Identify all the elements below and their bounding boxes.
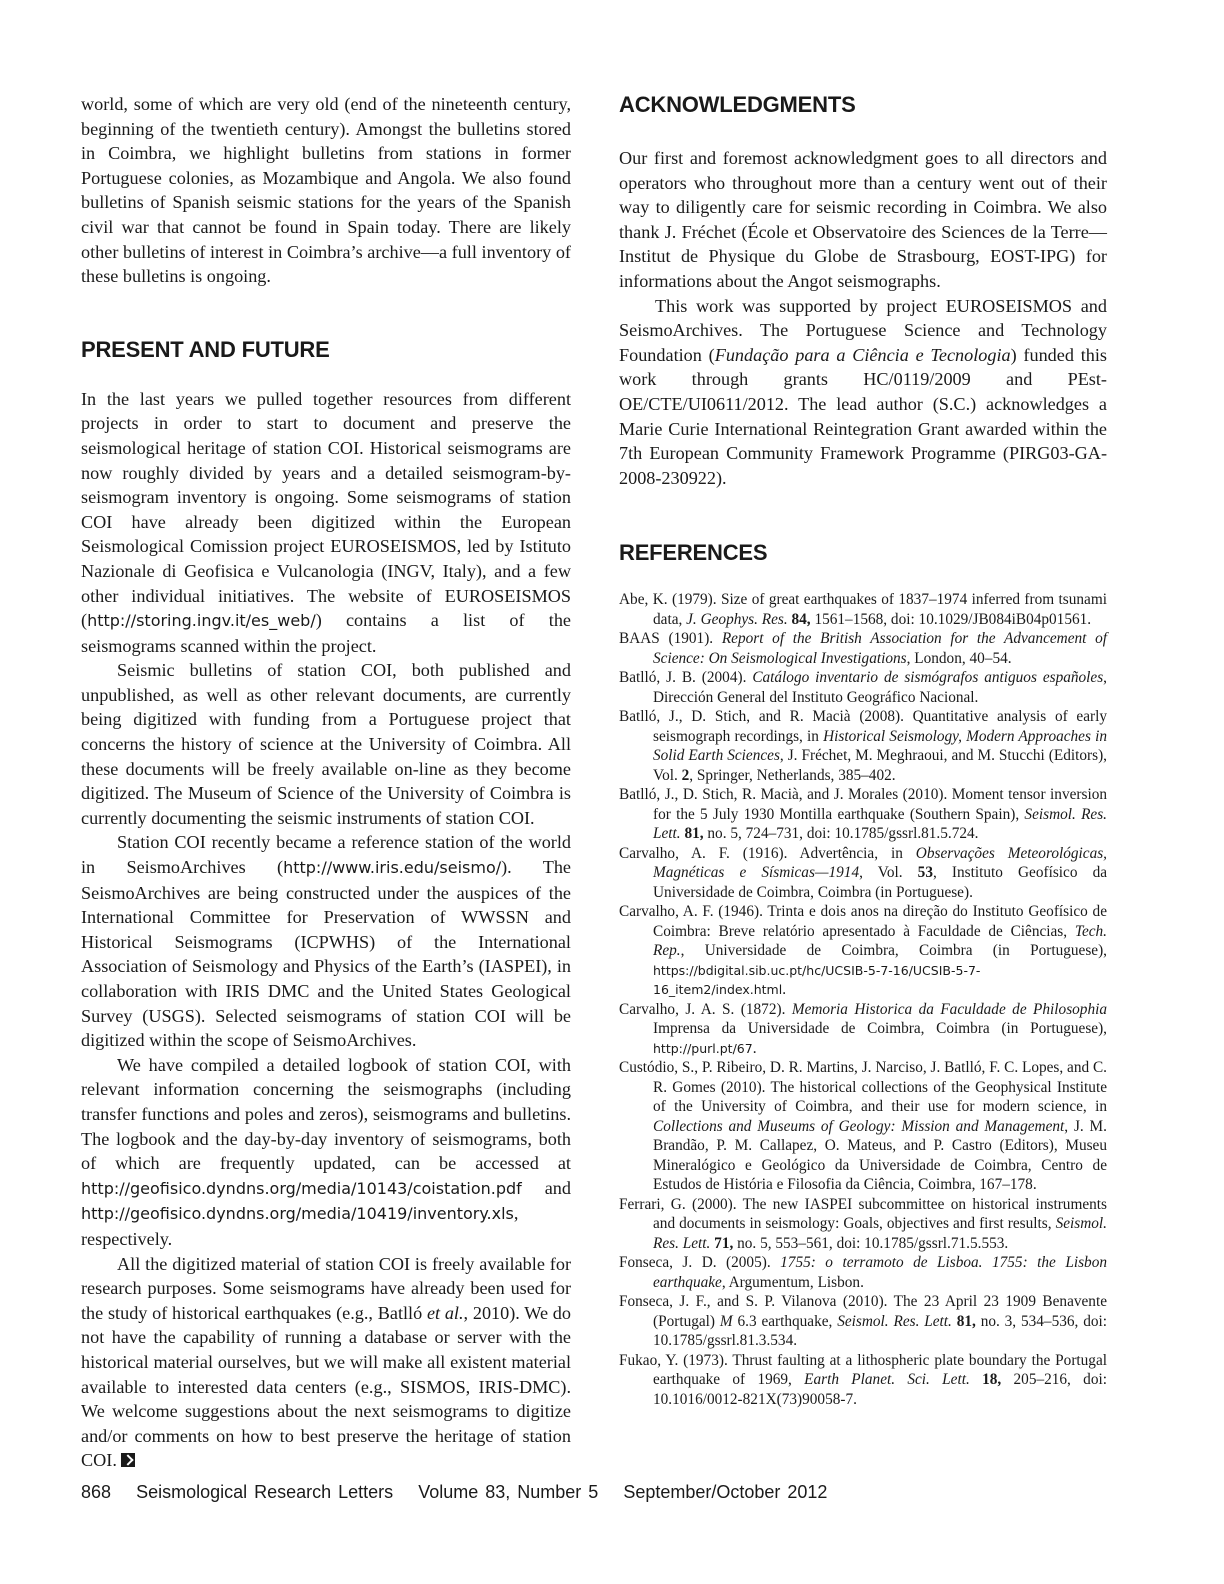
text: Seismol. Res. Lett.	[653, 805, 1107, 843]
text: Abe, K. (1979). Size of great earthquakes of 1837–1974 inferred from tsunami data,	[619, 591, 1107, 628]
text: no. 5, 724–731, doi: 10.1785/gssrl.81.5.724.	[703, 825, 979, 843]
text: 2	[681, 766, 690, 784]
section-heading-references: REFERENCES	[619, 540, 768, 566]
paragraph-present-3	[81, 830, 571, 1052]
volume-issue: Volume 83, Number 5	[418, 1482, 599, 1502]
text: , London, 40–54.	[906, 649, 1012, 667]
reference-item	[619, 1058, 1107, 1195]
text: , Springer, Netherlands, 385–402.	[689, 766, 896, 784]
text: no. 3, 534–536, doi: 10.1785/gssrl.81.3.534.	[653, 1312, 1107, 1350]
seismoarchives-link[interactable]: http://www.iris.edu/seismo/	[283, 858, 502, 878]
text: 81,	[680, 825, 704, 843]
text: Historical Seismology, Modern Approaches in Solid Earth Sciences	[653, 727, 1107, 765]
journal-name: Seismological Research Letters	[136, 1482, 394, 1502]
text: ) funded this work through grants HC/0119/2009 and PEst-OE/CTE/UI0611/2012. The lead author (S.C.) acknowledges a Marie Curie International Reintegration Grant awarded within the 7th European Community Framework Programme (PIRG03-GA-2008-230922).	[619, 344, 1107, 488]
text: In the last years we pulled together resources from different projects in order to start to document and preserve the seismological heritage of station COI. Historical seismograms are now roughly divided by years and a detailed seismogram-by-seismogram inventory is ongoing. Some seismograms of station COI have already been digitized within the European Seismological Comission project EUROSEISMOS, led by Istituto Nazionale di Geofisica e Vulcanologia (INGV, Italy), and a few other individual initiatives. The website of EUROSEISMOS (	[81, 388, 571, 631]
text: 53	[917, 864, 933, 882]
text: Imprensa da Universidade de Coimbra, Coimbra (in Portuguese),	[653, 1020, 1107, 1038]
text: Report of the British Association for the Advancement of Science: On Seismological Investigations	[653, 630, 1107, 667]
page-number: 868	[81, 1482, 112, 1502]
reference-item	[619, 1253, 1107, 1292]
text: , Vol.	[859, 864, 918, 882]
reference-item	[619, 844, 1107, 903]
text: ). The SeismoArchives are being constructed under the auspices of the International Committee for Preservation of WWSSN and Historical Seismograms (ICPWHS) of the International Association of Seismology and Physics of the Earth’s (IASPEI), in collaboration with IRIS DMC and the United States Geological Survey (USGS). Selected seismograms of station COI will be digitized within the scope of SeismoArchives.	[81, 857, 571, 1051]
paragraph-bulletins: world, some of which are very old (end of the nineteenth century, beginning of the twentieth century). Amongst the bulletins stored in Coimbra, we highlight bulletins from stations in former Portuguese colonies, as Mozambique and Angola. We also found bulletins of Spanish seismic stations for the years of the Spanish civil war that cannot be found in Spain today. There are likely other bulletins of interest in Coimbra’s archive—a full inventory of these bulletins is ongoing.	[81, 94, 571, 287]
coistation-pdf-link[interactable]: http://geofisico.dyndns.org/media/10143/coistation.pdf	[81, 1178, 522, 1198]
paragraph-present-1	[81, 387, 571, 659]
text: Tech. Rep.	[653, 922, 1107, 960]
text: J. Geophys. Res.	[686, 610, 788, 628]
text: We have compiled a detailed logbook of station COI, with relevant information concerning the seismographs (including transfer functions and poles and zeros), seismograms and bulletins. The logbook and the day-by-day inventory of seismograms, both of which are frequently updated, can be accessed at	[81, 1054, 571, 1174]
reference-item	[619, 668, 1107, 707]
text: Custódio, S., P. Ribeiro, D. R. Martins, J. Narciso, J. Batlló, F. C. Lopes, and C. R. Gomes (2010). The historical collections of the Geophysical Institute of the University of Coimbra, and their use for modern science, in	[619, 1059, 1107, 1116]
left-column	[81, 92, 571, 1473]
text: Earth Planet. Sci. Lett.	[804, 1371, 970, 1389]
text: .	[752, 1039, 757, 1057]
text: Seismol. Res. Lett.	[837, 1312, 952, 1330]
euroseismos-link[interactable]: http://storing.ingv.it/es_web/	[87, 611, 316, 631]
text: , respectively.	[81, 1203, 519, 1249]
section-heading-present-future: PRESENT AND FUTURE	[81, 336, 330, 362]
text: Fundação para a Ciência e Tecnologia	[714, 344, 1011, 365]
text: Batlló, J. B. (2004).	[619, 669, 753, 687]
text: Ferrari, G. (2000). The new IASPEI subcommittee on historical instruments and documents in seismology: Goals, objectives and first results,	[619, 1195, 1107, 1233]
text: This work was supported by project EUROSEISMOS and SeismoArchives. The Portuguese Science and Technology Foundation (	[619, 295, 1107, 365]
text: 18,	[969, 1371, 1002, 1389]
text: , Argumentum, Lisbon.	[721, 1273, 864, 1291]
text: Fonseca, J. F., and S. P. Vilanova (2010). The 23 April 23 1909 Benavente (Portugal)	[619, 1293, 1107, 1330]
text: 6.3 earthquake,	[732, 1312, 838, 1330]
reference-item	[619, 1292, 1107, 1351]
text: Observações Meteorológicas, Magnéticas e Sísmicas—1914	[653, 844, 1107, 882]
reference-item	[619, 1000, 1107, 1059]
purl-link[interactable]: http://purl.pt/67	[653, 1040, 753, 1056]
bdigital-link[interactable]: https://bdigital.sib.uc.pt/hc/UCSIB-5-7-16/UCSIB-5-7-16_item2/index.html	[653, 962, 981, 998]
text: 1755: o terramoto de Lisboa. 1755: the Lisbon earthquake	[653, 1254, 1107, 1291]
text: Catálogo inventario de sismógrafos antiguos españoles	[752, 669, 1104, 687]
paragraph-present-2: Seismic bulletins of station COI, both published and unpublished, as well as other relevant documents, are currently being digitized with funding from a Portuguese project that concerns the history of science at the University of Coimbra. All these documents will be freely available on-line as they become digitized. The Museum of Science of the University of Coimbra is currently documenting the seismic instruments of station COI.	[81, 660, 571, 828]
text: , J. Fréchet, M. Meghraoui, and M. Stucchi (Editors), Vol.	[653, 747, 1107, 784]
issue-date: September/October 2012	[623, 1482, 828, 1502]
section-heading-acknowledgments: ACKNOWLEDGMENTS	[619, 92, 856, 117]
text: .	[782, 981, 787, 999]
reference-item	[619, 629, 1107, 668]
reference-item	[619, 902, 1107, 1000]
reference-item	[619, 590, 1107, 629]
inventory-xls-link[interactable]: http://geofisico.dyndns.org/media/10419/inventory.xls	[81, 1204, 514, 1224]
text: 71,	[710, 1234, 734, 1252]
text: Batlló, J., D. Stich, R. Macià, and J. Morales (2010). Moment tensor inversion for the 5 July 1930 Montilla earthquake (Southern Spain),	[619, 786, 1107, 823]
text: Carvalho, A. F. (1946). Trinta e dois anos na direção do Instituto Geofísico de Coimbra: Breve relatório apresentado à Faculdade de Ciências,	[619, 903, 1107, 940]
text: Carvalho, J. A. S. (1872).	[619, 1000, 792, 1018]
right-column	[619, 92, 1107, 1409]
text: , J. M. Brandão, P. M. Callapez, O. Mateus, and P. Castro (Editors), Museu Mineralógico e Geológico da Universidade de Coimbra, Centro de Estudos de História e Filosofia da Ciência, Coimbra, 167–178.	[653, 1117, 1107, 1194]
text: , Dirección General del Instituto Geográfico Nacional.	[653, 669, 1107, 706]
paragraph-present-5	[81, 1252, 571, 1473]
reference-item	[619, 1351, 1107, 1410]
text: Fonseca, J. D. (2005).	[619, 1254, 781, 1272]
paragraph-present-4	[81, 1053, 571, 1252]
text: , Universidade de Coimbra, Coimbra (in Portuguese),	[680, 942, 1107, 960]
reference-item	[619, 707, 1107, 785]
reference-item	[619, 1195, 1107, 1254]
paragraph-ack-1: Our first and foremost acknowledgment goes to all directors and operators who throughout more than a century went out of their way to diligently care for seismic recording in Coimbra. We also thank J. Fréchet (École et Observatoire des Sciences de la Terre—Institut de Physique du Globe de Strasbourg, EOST-IPG) for informations about the Angot seismographs.	[619, 148, 1107, 291]
text: Fukao, Y. (1973). Thrust faulting at a lithospheric plate boundary the Portugal earthquake of 1969,	[619, 1351, 1107, 1389]
text: Memoria Historica da Faculdade de Philosophia	[791, 1000, 1107, 1018]
text: ) contains a list of the seismograms scanned within the project.	[81, 610, 571, 656]
text: , Instituto Geofísico da Universidade de Coimbra, Coimbra (in Portuguese).	[653, 864, 1108, 901]
text: , 2010). We do not have the capability of running a database or server with the historical material ourselves, but we will make all existent material available to interested data centers (e.g., SISMOS, IRIS-DMC). We welcome suggestions about the next seismograms to digitize and/or comments on how to best preserve the heritage of station COI.	[81, 1302, 571, 1471]
text: no. 5, 553–561, doi: 10.1785/gssrl.71.5.553.	[733, 1234, 1009, 1252]
page-footer	[81, 1482, 845, 1503]
text: et al.	[426, 1302, 464, 1323]
text: All the digitized material of station COI is freely available for research purposes. Some seismograms have already been used for the study of historical earthquakes (e.g., Batlló	[81, 1253, 571, 1323]
text: Batlló, J., D. Stich, and R. Macià (2008). Quantitative analysis of early seismograph recordings, in	[619, 708, 1107, 745]
text: Collections and Museums of Geology: Mission and Management	[653, 1117, 1065, 1135]
text: Carvalho, A. F. (1916). Advertência, in	[619, 844, 916, 862]
text: Seismol. Res. Lett.	[653, 1215, 1107, 1252]
text: M	[719, 1312, 733, 1330]
reference-item	[619, 785, 1107, 844]
text: and	[521, 1177, 571, 1198]
text: 84,	[787, 610, 811, 628]
text: 1561–1568, doi: 10.1029/JB084iB04p01561.	[810, 610, 1092, 628]
end-of-article-icon	[121, 1453, 135, 1467]
paragraph-ack-2	[619, 294, 1107, 491]
text: Station COI recently became a reference station of the world in SeismoArchives (	[81, 832, 571, 878]
text: BAAS (1901).	[619, 630, 722, 648]
reference-list	[619, 590, 1107, 1409]
text: 205–216, doi: 10.1016/0012-821X(73)90058-7.	[653, 1371, 1107, 1408]
text: 81,	[951, 1312, 976, 1330]
